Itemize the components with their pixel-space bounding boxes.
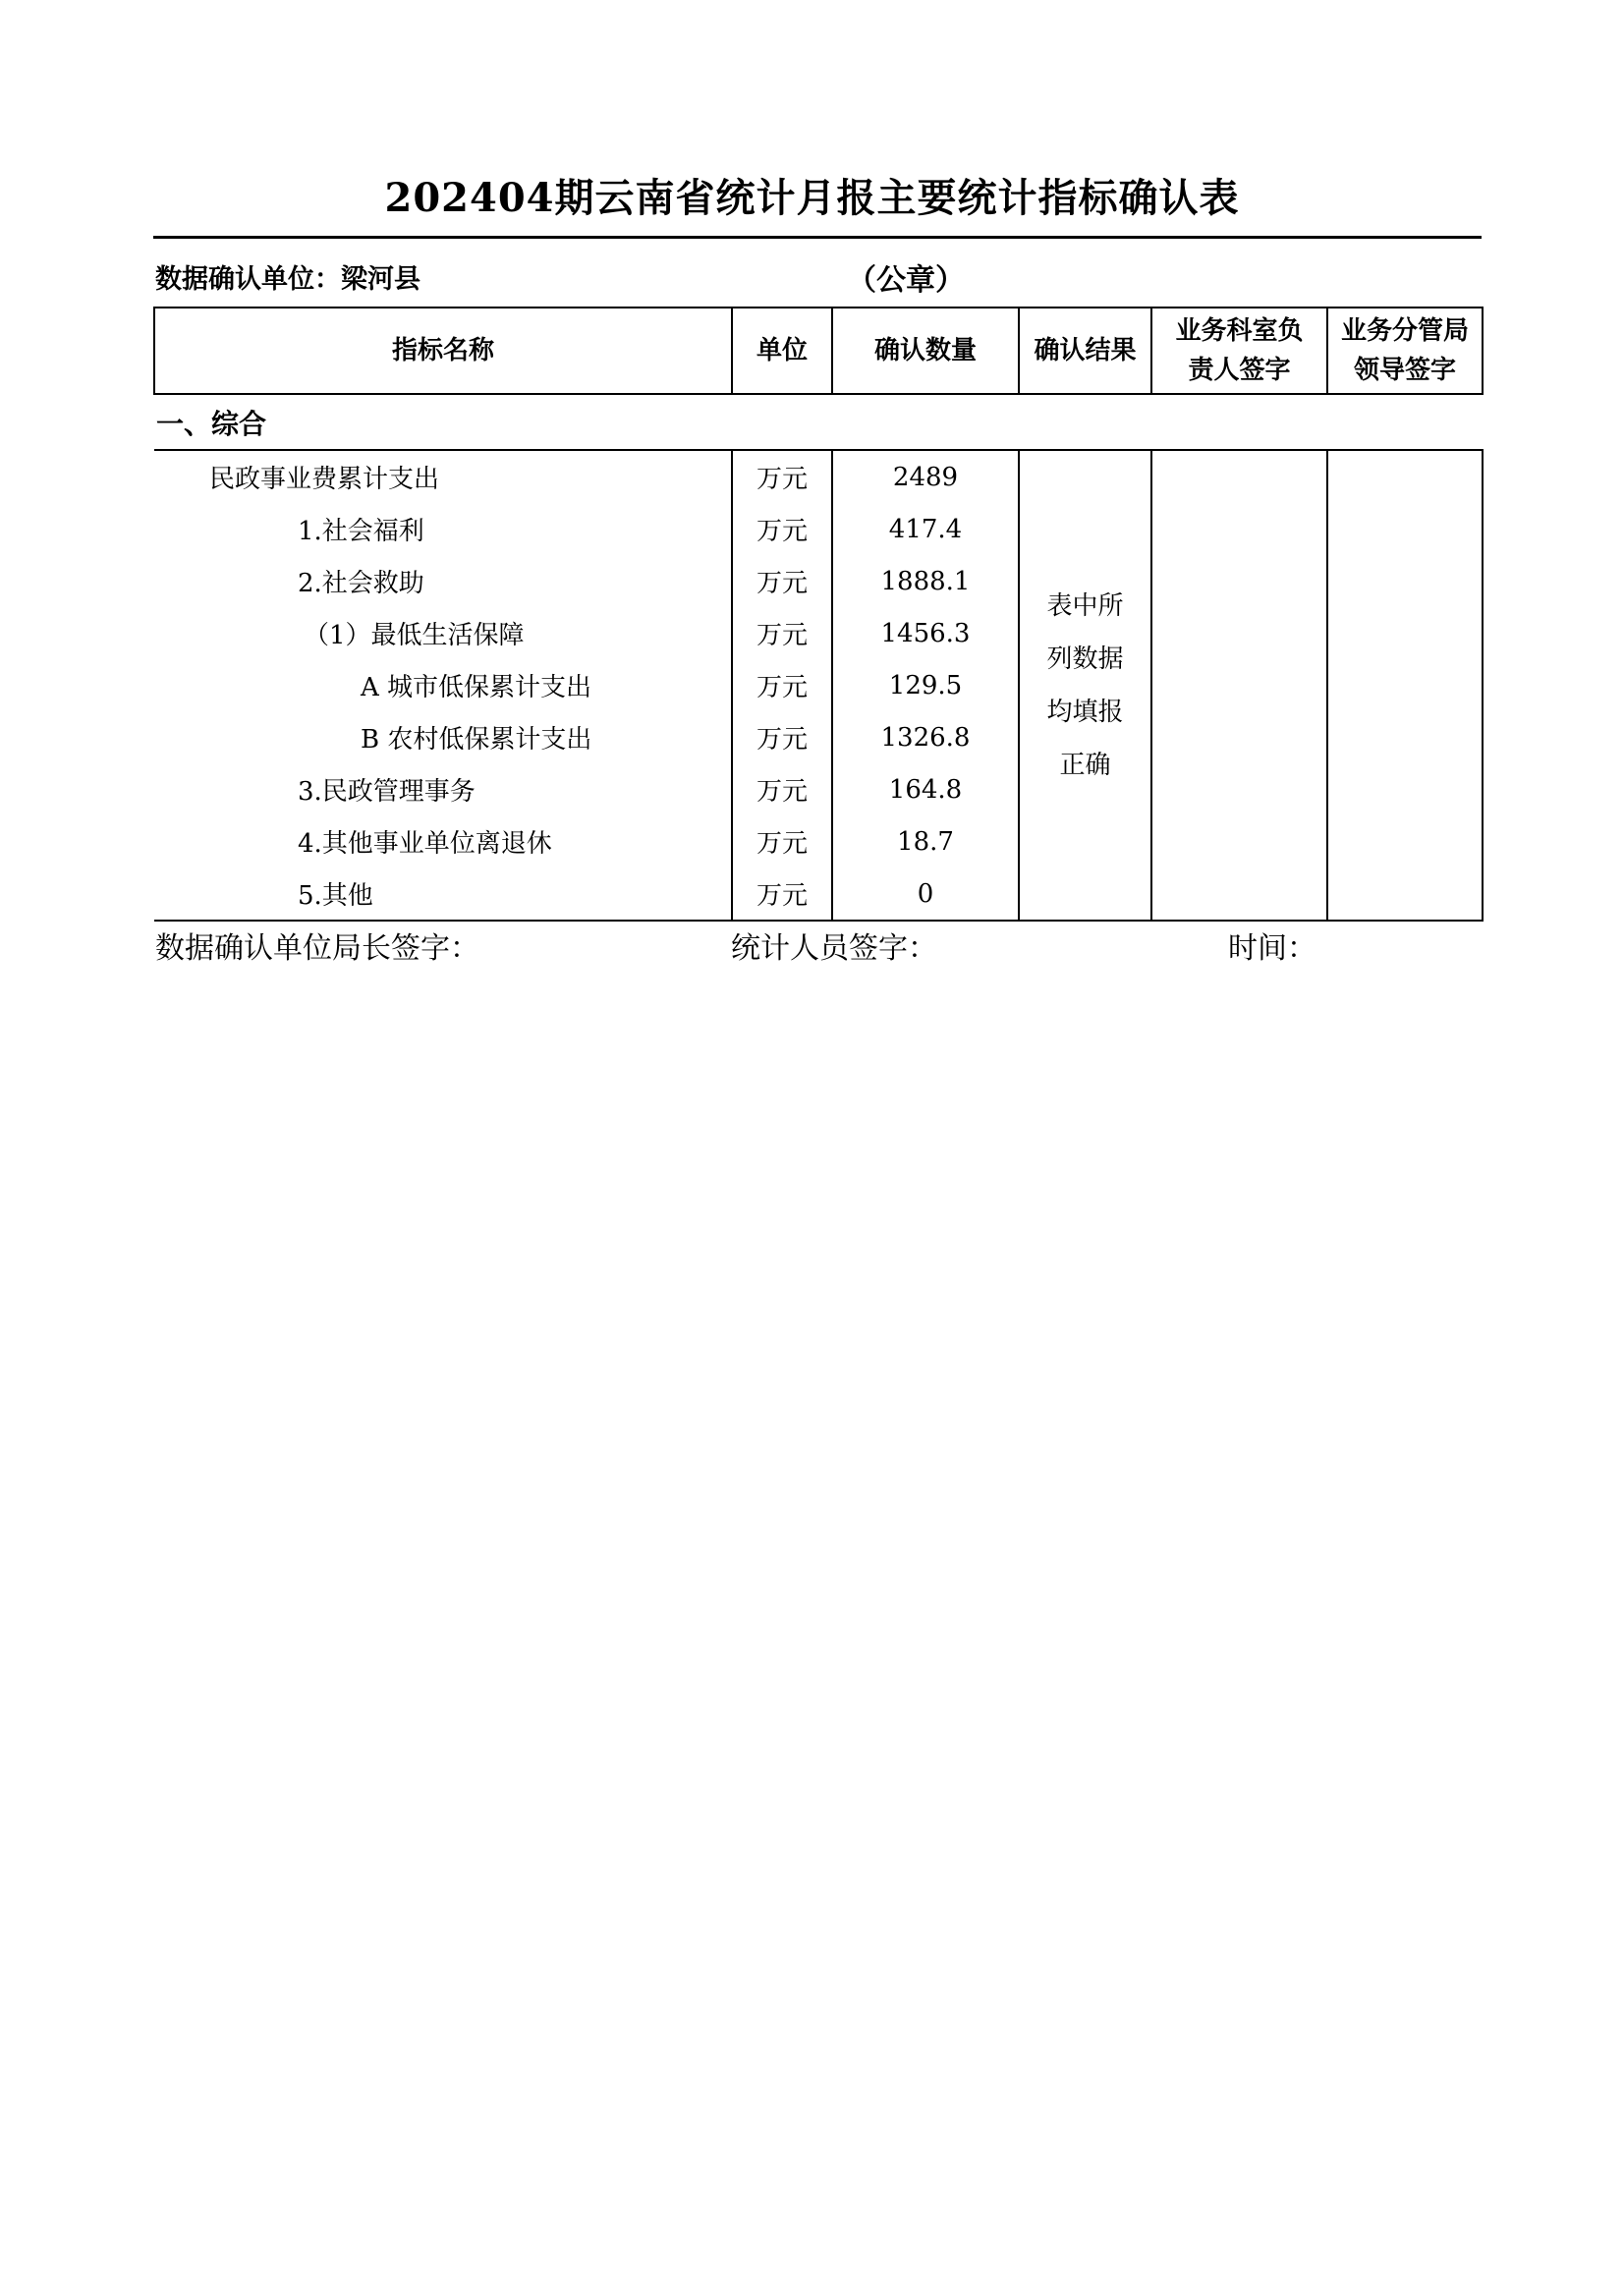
row-unit: 万元 xyxy=(732,555,832,607)
row-unit: 万元 xyxy=(732,659,832,711)
header-indicator-name: 指标名称 xyxy=(154,308,732,394)
header-leader-line2: 领导签字 xyxy=(1353,356,1456,385)
header-dept-head-line1: 业务科室负 xyxy=(1175,316,1304,346)
row-unit: 万元 xyxy=(732,711,832,763)
row-unit: 万元 xyxy=(732,763,832,815)
header-unit: 单位 xyxy=(732,308,832,394)
director-signature-label: 数据确认单位局长签字： xyxy=(155,931,479,966)
seal-label: （公章） xyxy=(847,263,965,298)
row-name: 2.社会救助 xyxy=(298,569,424,598)
row-unit: 万元 xyxy=(732,607,832,659)
result-line: 正确 xyxy=(1059,750,1111,780)
row-unit: 万元 xyxy=(732,450,832,503)
result-line: 表中所 xyxy=(1046,590,1124,621)
header-leader-line1: 业务分管局 xyxy=(1340,316,1469,346)
row-name: 3.民政管理事务 xyxy=(298,777,476,807)
title-divider xyxy=(153,236,1482,239)
row-unit: 万元 xyxy=(732,815,832,868)
time-label: 时间： xyxy=(1228,931,1316,966)
header-leader-signature xyxy=(1327,308,1483,394)
section-row xyxy=(154,394,1483,450)
row-name: A 城市低保累计支出 xyxy=(361,673,592,702)
row-name: 1.社会福利 xyxy=(298,517,424,546)
result-line: 均填报 xyxy=(1046,697,1124,727)
page-title: 202404期云南省统计月报主要统计指标确认表 xyxy=(384,175,1240,221)
row-unit: 万元 xyxy=(732,503,832,555)
row-name: 5.其他 xyxy=(298,881,373,911)
row-unit: 万元 xyxy=(732,868,832,921)
row-name: B 农村低保累计支出 xyxy=(361,725,592,755)
header-dept-head-line2: 责人签字 xyxy=(1188,356,1291,385)
header-result: 确认结果 xyxy=(1019,308,1151,394)
row-name: 4.其他事业单位离退休 xyxy=(298,829,552,859)
staff-signature-label: 统计人员签字： xyxy=(731,931,937,966)
row-value: 18.7 xyxy=(832,815,1019,868)
row-value: 1326.8 xyxy=(832,711,1019,763)
indicator-table xyxy=(153,307,1484,922)
confirming-unit: 数据确认单位：梁河县 xyxy=(155,264,420,295)
row-name: （1）最低生活保障 xyxy=(304,621,525,650)
row-value: 417.4 xyxy=(832,503,1019,555)
table-row xyxy=(154,450,1483,503)
leader-signature-cell[interactable] xyxy=(1327,450,1483,921)
row-value: 1456.3 xyxy=(832,607,1019,659)
row-value: 164.8 xyxy=(832,763,1019,815)
header-dept-head-signature xyxy=(1151,308,1327,394)
row-value: 0 xyxy=(832,868,1019,921)
result-line: 列数据 xyxy=(1046,644,1124,674)
header-row xyxy=(154,308,1483,394)
row-value: 1888.1 xyxy=(832,555,1019,607)
header-quantity: 确认数量 xyxy=(832,308,1019,394)
dept-head-signature-cell[interactable] xyxy=(1151,450,1327,921)
section-title: 一、综合 xyxy=(154,394,1483,450)
row-name: 民政事业费累计支出 xyxy=(209,465,440,494)
row-value: 129.5 xyxy=(832,659,1019,711)
confirm-result-cell xyxy=(1019,450,1151,921)
row-value: 2489 xyxy=(832,450,1019,503)
